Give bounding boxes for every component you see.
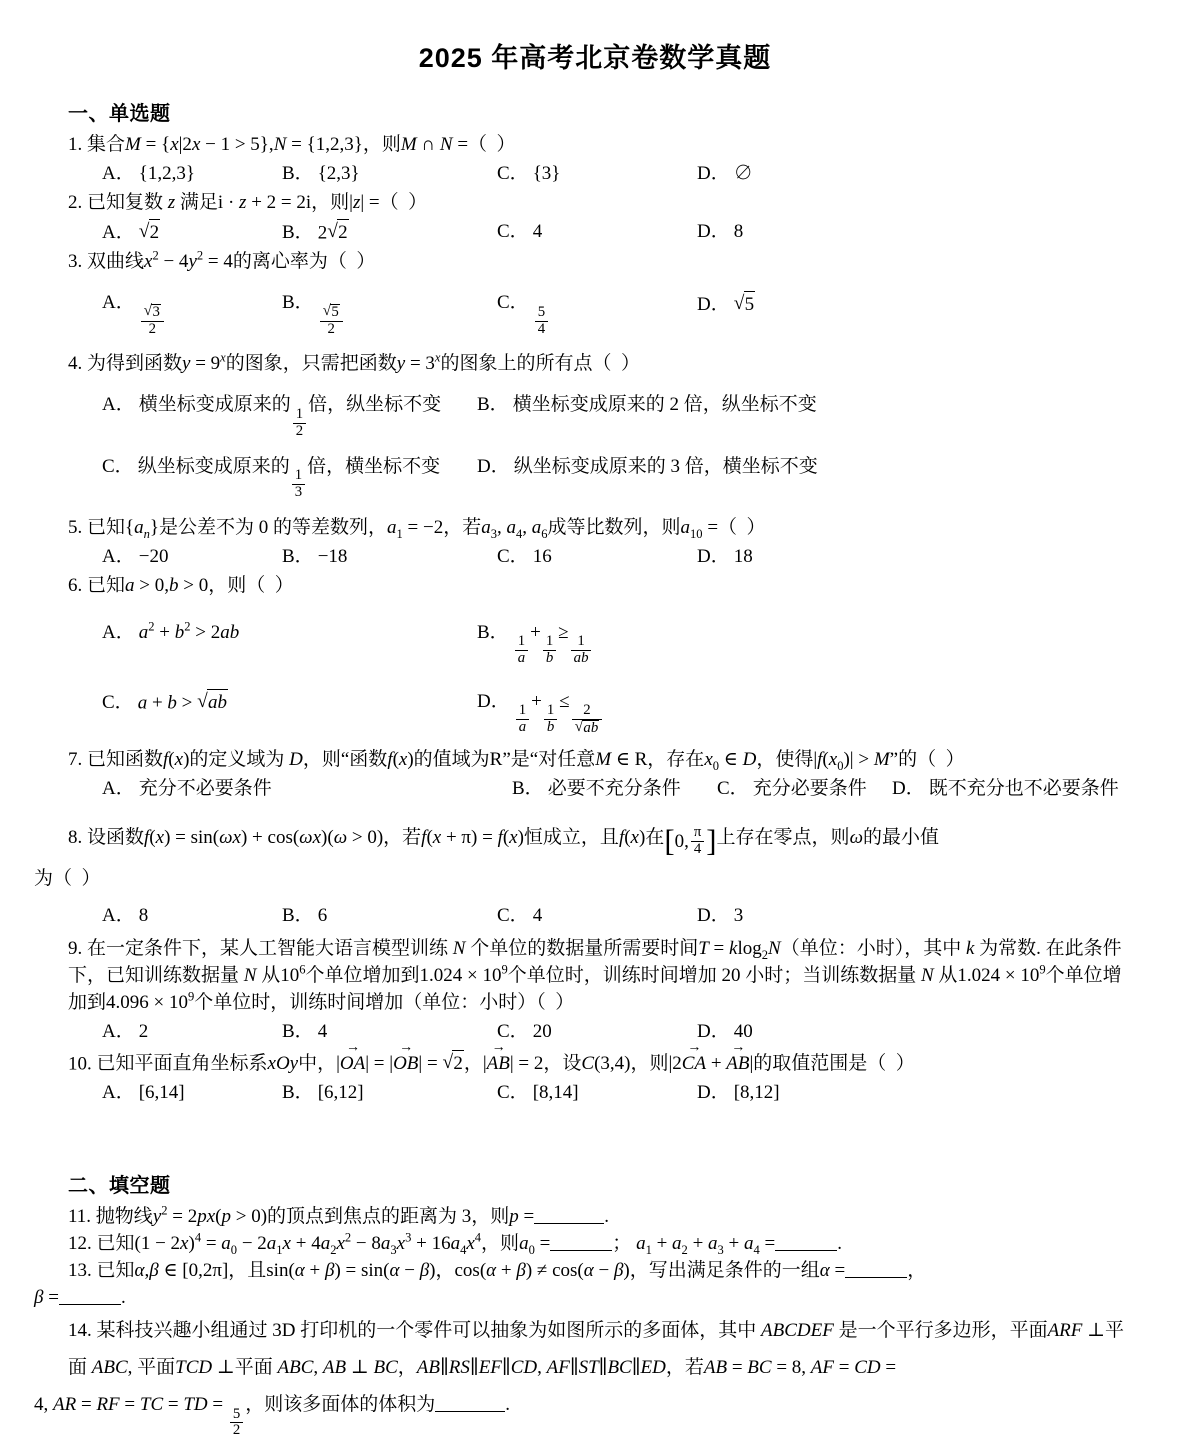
question-3-body: 双曲线$x^2 - 4y^2 = 4$的离心率为（ ） [87, 249, 376, 273]
question-12-answer-blank-2[interactable] [775, 1231, 837, 1251]
question-8-options [102, 897, 1140, 934]
question-3 [68, 249, 1140, 337]
question-12-stem [68, 1231, 1140, 1258]
page-title: 2025 年高考北京卷数学真题 [418, 43, 772, 73]
question-13 [34, 1258, 1140, 1312]
question-3-number: 3. [68, 251, 83, 273]
question-6 [68, 573, 1140, 738]
question-3-options [102, 290, 1140, 337]
question-11-number: 11. [68, 1205, 92, 1227]
question-4 [68, 351, 1140, 500]
question-14-number: 14. [68, 1319, 92, 1341]
question-4-option-b[interactable]: B． 横坐标变成原来的 2 倍，纵坐标不变 [477, 394, 817, 416]
question-7-option-a[interactable]: A． 充分不必要条件 [102, 778, 272, 800]
question-8-stem-cont: 为（ ） [34, 867, 101, 889]
question-12-body: 已知$(1 - 2x)^4 = a_0 - 2a_1x + 4a_2x^2 - 8a_3x^3 + 16a_4x^4$，则$a_0$ = ； $a_1 + a_2 + a_3 + a_4$ = . [96, 1230, 842, 1257]
question-5-option-d[interactable]: D． 18 [697, 545, 753, 567]
question-10-option-a[interactable]: A． [6,14] [102, 1081, 185, 1103]
question-10-option-c[interactable]: C． [8,14] [497, 1081, 579, 1103]
question-2-body: 已知复数 z 满足i · z + 2 = 2i，则|z| =（ ） [87, 191, 428, 213]
question-5 [68, 515, 1140, 571]
question-4-option-a[interactable]: A． 横坐标变成原来的 $\frac{1}{2}$ 倍，纵坐标不变 [102, 394, 442, 439]
question-7-number: 7. [68, 749, 83, 771]
question-5-number: 5. [68, 516, 83, 538]
section-heading-single-choice: 一、单选题 [68, 103, 171, 125]
question-8-option-b[interactable]: B． 6 [282, 904, 328, 926]
question-11-stem [68, 1204, 1140, 1231]
question-14-stem-cont: 4, AR = RF = TC = TD = $\frac{5}{2}$ ，则该多面体的体积为 . [34, 1393, 511, 1439]
question-9-number: 9. [68, 937, 83, 959]
question-6-options-row-2 [102, 689, 1140, 738]
question-1-options [102, 161, 1140, 188]
question-4-option-c[interactable]: C． 纵坐标变成原来的 $\frac{1}{3}$ 倍，横坐标不变 [102, 455, 441, 500]
question-2-option-b[interactable]: B． 2 √ 2 [282, 219, 497, 248]
question-10-option-d[interactable]: D． [8,12] [697, 1081, 780, 1103]
question-3-option-c[interactable]: C． $\frac{5}{4}$ [497, 290, 697, 337]
question-2-options [102, 219, 1140, 248]
question-13-number: 13. [68, 1259, 92, 1281]
question-3-option-d[interactable]: D． √ 5 [697, 290, 755, 319]
question-8-option-c[interactable]: C． 4 [497, 904, 543, 926]
question-2-number: 2. [68, 191, 83, 213]
section-gap [0, 1109, 1190, 1155]
question-5-stem [68, 515, 1140, 542]
question-9-stem [68, 936, 1140, 1017]
question-12-number: 12. [68, 1232, 92, 1254]
question-9-options [102, 1019, 1140, 1046]
question-2-option-d[interactable]: D． 8 [697, 220, 744, 242]
question-6-stem [68, 573, 1140, 600]
question-4-options-row-1 [102, 392, 1140, 439]
question-1-option-d[interactable]: D． ∅ [697, 162, 753, 184]
question-6-option-b[interactable]: B． $\frac{1}{a}$ + $\frac{1}{b}$ ≥ $\frac{1}{ab}$ [477, 620, 593, 667]
question-9-option-d[interactable]: D． 40 [697, 1020, 753, 1042]
question-14-answer-blank[interactable] [435, 1392, 505, 1412]
question-6-number: 6. [68, 574, 83, 596]
question-11-answer-blank[interactable] [534, 1204, 604, 1224]
question-7-option-c[interactable]: C． 充分必要条件 [717, 778, 867, 800]
question-11 [68, 1204, 1140, 1231]
question-10 [68, 1048, 1140, 1107]
section-heading-fill-in-blank: 二、填空题 [68, 1174, 171, 1197]
question-6-options [102, 620, 1140, 738]
question-11-body: 抛物线$y^2 = 2px(p > 0)$的顶点到焦点的距离为 3，则p = . [95, 1203, 610, 1227]
question-12-answer-blank-1[interactable] [550, 1231, 612, 1251]
question-5-option-c[interactable]: C． 16 [497, 545, 552, 567]
question-7-stem [68, 747, 1140, 774]
question-10-option-b[interactable]: B． [6,12] [282, 1081, 364, 1103]
question-9-option-b[interactable]: B． 4 [282, 1020, 328, 1042]
question-14 [34, 1312, 1140, 1439]
question-10-stem [68, 1048, 1140, 1078]
question-2-option-a[interactable]: A． √ 2 [102, 219, 282, 248]
question-3-stem [68, 249, 1140, 276]
question-2-stem [68, 190, 1140, 217]
question-4-body: 为得到函数$y = 9^x$的图象，只需把函数$y = 3^x$的图象上的所有点（ ） [87, 351, 640, 375]
question-10-options [102, 1080, 1140, 1107]
question-7-option-d[interactable]: D． 既不充分也不必要条件 [892, 778, 1119, 800]
question-14-stem [68, 1312, 1140, 1386]
question-9-body: 在一定条件下，某人工智能大语言模型训练 N 个单位的数据量所需要时间T = klog$_2$N（单位：小时），其中 k 为常数. 在此条件下，已知训练数据量 N 从$10^6$个单位增加到$1.024 \times 10^9$个单位时，训练时间增加 20 小时；当训练数据量 N 从$1.024 \times 10^9$个单位增加到$4.096 \times 10^9$个单位时，训练时间增加（单位：小时）（ ） [68, 937, 1122, 1013]
question-1-stem [68, 132, 1140, 159]
question-1-body: 集合M = {x|2x − 1 > 5},N = {1,2,3}，则M ∩ N =（ ） [87, 134, 516, 155]
question-13-answer-blank-2[interactable] [59, 1285, 121, 1305]
question-7-options [102, 776, 1140, 803]
question-1-number: 1. [68, 134, 83, 155]
question-13-stem [68, 1258, 1140, 1285]
question-9 [68, 936, 1140, 1046]
question-6-option-a[interactable]: A． $a^2 + b^2 > 2ab$ [102, 619, 240, 643]
question-8-number: 8. [68, 827, 83, 849]
question-1-option-b[interactable]: B． {2,3} [282, 162, 360, 184]
question-2 [68, 190, 1140, 248]
question-1 [68, 132, 1140, 188]
question-5-option-a[interactable]: A． −20 [102, 545, 169, 567]
question-5-body: 已知$\{a_n\}$是公差不为 0 的等差数列，$a_1 = -2$，若$a_3$, $a_4$, $a_6$成等比数列，则$a_{10}$ =（ ） [87, 516, 766, 541]
question-3-option-a[interactable]: A． √ $\frac{3}{2}$ [102, 290, 282, 337]
question-12 [68, 1231, 1140, 1258]
question-4-number: 4. [68, 353, 83, 375]
question-4-options-row-2 [102, 454, 1140, 501]
question-8-stem [68, 819, 1140, 860]
question-1-option-a[interactable]: A． {1,2,3} [102, 162, 195, 184]
question-8-option-d[interactable]: D． 3 [697, 904, 744, 926]
question-7-body: 已知函数f(x)的定义域为 D，则“函数f(x)的值域为R”是“对任意M ∈ R，存在$x_0$ ∈ D，使得$|f(x_0)| > M$”的（ ） [87, 749, 965, 773]
question-10-body: 已知平面直角坐标系xOy中，|OA →| = |OB →| = √ 2，|AB →| = 2，设C(3,4)，则|2CA → + AB →|的取值范围是（ ） [97, 1053, 915, 1074]
question-4-option-d[interactable]: D． 纵坐标变成原来的 3 倍，横坐标不变 [477, 455, 818, 477]
question-14-body: 某科技兴趣小组通过 3D 打印机的一个零件可以抽象为如图所示的多面体，其中 ABCDEF 是一个平行多边形，平面ARF ⊥平面 ABC, 平面TCD ⊥平面 ABC, AB ⊥ BC，AB∥RS∥EF∥CD, AF∥ST∥BC∥ED，若AB = BC = 8, AF = CD = [68, 1319, 1125, 1378]
question-5-options [102, 544, 1140, 571]
question-4-options [102, 392, 1140, 500]
question-13-answer-blank-1[interactable] [845, 1258, 907, 1278]
question-8 [34, 819, 1140, 934]
question-10-number: 10. [68, 1053, 92, 1074]
question-3-option-b[interactable]: B． √ $\frac{5}{2}$ [282, 290, 497, 337]
question-13-stem-cont: β = . [34, 1286, 126, 1308]
question-9-option-c[interactable]: C． 20 [497, 1020, 552, 1042]
question-1-option-c[interactable]: C． {3} [497, 162, 561, 184]
question-4-stem [68, 351, 1140, 378]
question-6-option-d[interactable]: D． $\frac{1}{a}$ + $\frac{1}{b}$ ≤ 2 √ ab [477, 689, 604, 738]
question-2-option-c[interactable]: C． 4 [497, 220, 543, 242]
question-8-option-a[interactable]: A． 8 [102, 904, 149, 926]
question-13-body: 已知α,β ∈ [0,2π]，且sin(α + β) = sin(α − β)，cos(α + β) ≠ cos(α − β)，写出满足条件的一组α = ， [96, 1259, 927, 1281]
question-6-option-c[interactable]: C． a + b > √ ab [102, 689, 477, 718]
question-8-body: 设函数f(x) = sin(ωx) + cos(ωx)(ω > 0)，若f(x + π) = f(x)恒成立，且f(x)在 [ 0, $\frac{\pi}{4}$ ] 上存在零点，则ω的最小值 [87, 823, 939, 859]
question-6-body: 已知a > 0,b > 0，则（ ） [87, 574, 294, 596]
question-9-option-a[interactable]: A． 2 [102, 1020, 149, 1042]
question-6-options-row-1 [102, 620, 1140, 667]
question-7-option-b[interactable]: B． 必要不充分条件 [512, 778, 681, 800]
question-7 [68, 747, 1140, 803]
question-5-option-b[interactable]: B． −18 [282, 545, 348, 567]
